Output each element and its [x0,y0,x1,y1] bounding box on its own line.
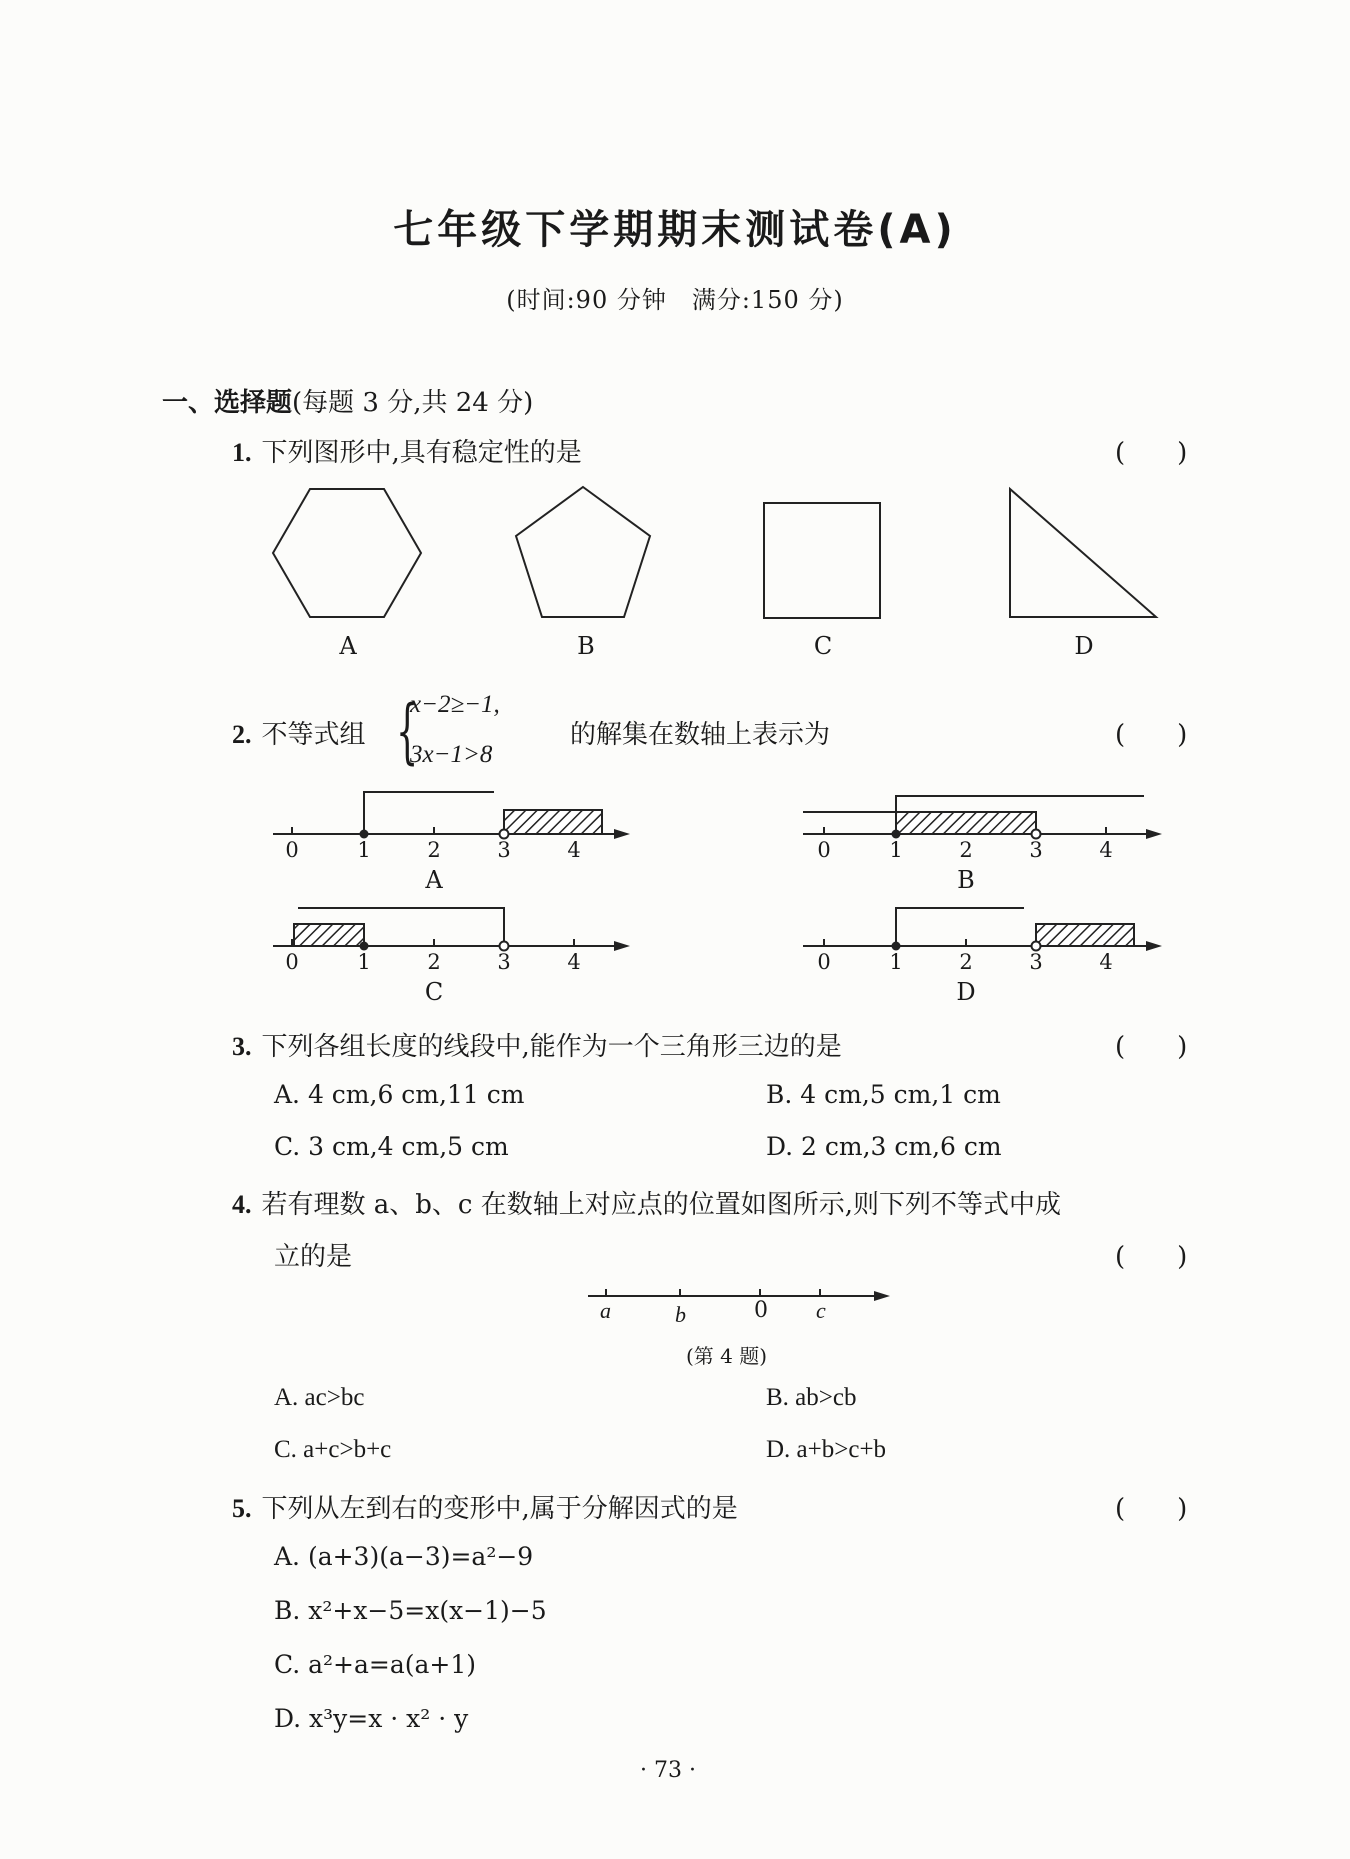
tick-label: 4 [1099,838,1113,862]
option-label-d: D [956,978,976,1006]
page-number: · 73 · [640,1758,696,1783]
tick-label: 4 [567,838,581,862]
tick-label: 1 [357,838,371,862]
axis-label-a: a [600,1298,611,1323]
tick-label: 0 [285,838,299,862]
section-note: (每题 3 分,共 24 分) [292,388,534,418]
question-text: 若有理数 a、b、c 在数轴上对应点的位置如图所示,则下列不等式中成 [261,1190,1062,1220]
tick-label: 3 [497,950,511,974]
answer-bracket-1: ( ) [1115,438,1188,468]
number-line-c [273,908,630,951]
option-label-a: A [425,866,443,894]
hexagon-shape [273,489,421,617]
option-d: D. a+b>c+b [766,1436,887,1463]
figure-label-b: B [577,632,595,660]
inequality-1: x−2≥−1, [410,691,500,718]
number-line-d [803,908,1162,951]
option-c: C. a+c>b+c [274,1436,392,1463]
figure-label-a: A [339,632,357,660]
square-shape [764,503,880,618]
number-line-q4 [588,1289,890,1301]
tick-label: 3 [497,838,511,862]
tick-label: 2 [959,838,973,862]
question-2 [232,714,366,751]
tick-label: 3 [1029,838,1043,862]
question-text-cont: 立的是 [274,1242,353,1272]
option-a: A. 4 cm,6 cm,11 cm [274,1080,525,1109]
tick-label: 2 [427,950,441,974]
inequality-system [410,680,500,780]
question-number: 3. [232,1032,252,1061]
option-a: A. ac>bc [274,1384,365,1411]
question-text: 下列从左到右的变形中,属于分解因式的是 [261,1494,738,1524]
option-label-c: C [424,978,444,1006]
number-line-b [803,796,1162,839]
question-prefix: 不等式组 [261,720,366,750]
axis-label-c: c [816,1298,826,1323]
option-d: D. x³y=x · x² · y [274,1704,469,1733]
tick-label: 2 [959,950,973,974]
brace-icon: { [396,690,419,772]
question-5 [232,1488,738,1525]
question-suffix: 的解集在数轴上表示为 [570,720,831,750]
question-number: 5. [232,1494,252,1523]
option-b: B. ab>cb [766,1384,857,1411]
tick-label: 1 [889,950,903,974]
triangle-shape [1010,489,1156,617]
option-label-b: B [957,866,975,894]
inequality-2: 3x−1>8 [410,741,493,768]
option-d: D. 2 cm,3 cm,6 cm [766,1132,1002,1161]
tick-label: 3 [1029,950,1043,974]
option-c: C. a²+a=a(a+1) [274,1650,477,1679]
tick-label: 2 [427,838,441,862]
tick-label: 1 [889,838,903,862]
question-text: 下列图形中,具有稳定性的是 [261,438,582,468]
question-number: 2. [232,720,252,749]
tick-label: 1 [357,950,371,974]
question-text: 下列各组长度的线段中,能作为一个三角形三边的是 [261,1032,842,1062]
question-4 [232,1184,1061,1221]
tick-label: 0 [817,950,831,974]
option-c: C. 3 cm,4 cm,5 cm [274,1132,509,1161]
option-b: B. x²+x−5=x(x−1)−5 [274,1596,547,1625]
exam-info: (时间:90 分钟 满分:150 分) [506,286,844,314]
axis-label-b: b [675,1302,686,1327]
tick-label: 0 [285,950,299,974]
number-line-a [273,792,630,839]
option-b: B. 4 cm,5 cm,1 cm [766,1080,1001,1109]
pentagon-shape [516,487,650,617]
question-number: 1. [232,438,252,467]
question-3 [232,1026,842,1063]
answer-bracket-4: ( ) [1115,1242,1188,1272]
question-number: 4. [232,1190,252,1219]
answer-bracket-3: ( ) [1115,1032,1188,1062]
figure-caption: (第 4 题) [686,1344,768,1368]
page-title: 七年级下学期期末测试卷(A) [393,207,957,253]
figure-label-c: C [813,632,833,660]
axis-label-zero: 0 [754,1298,768,1323]
figure-label-d: D [1074,632,1094,660]
option-a: A. (a+3)(a−3)=a²−9 [274,1542,534,1571]
tick-label: 4 [567,950,581,974]
answer-bracket-2: ( ) [1115,720,1188,750]
section-title: 一、选择题 [162,388,293,418]
tick-label: 4 [1099,950,1113,974]
tick-label: 0 [817,838,831,862]
answer-bracket-5: ( ) [1115,1494,1188,1524]
